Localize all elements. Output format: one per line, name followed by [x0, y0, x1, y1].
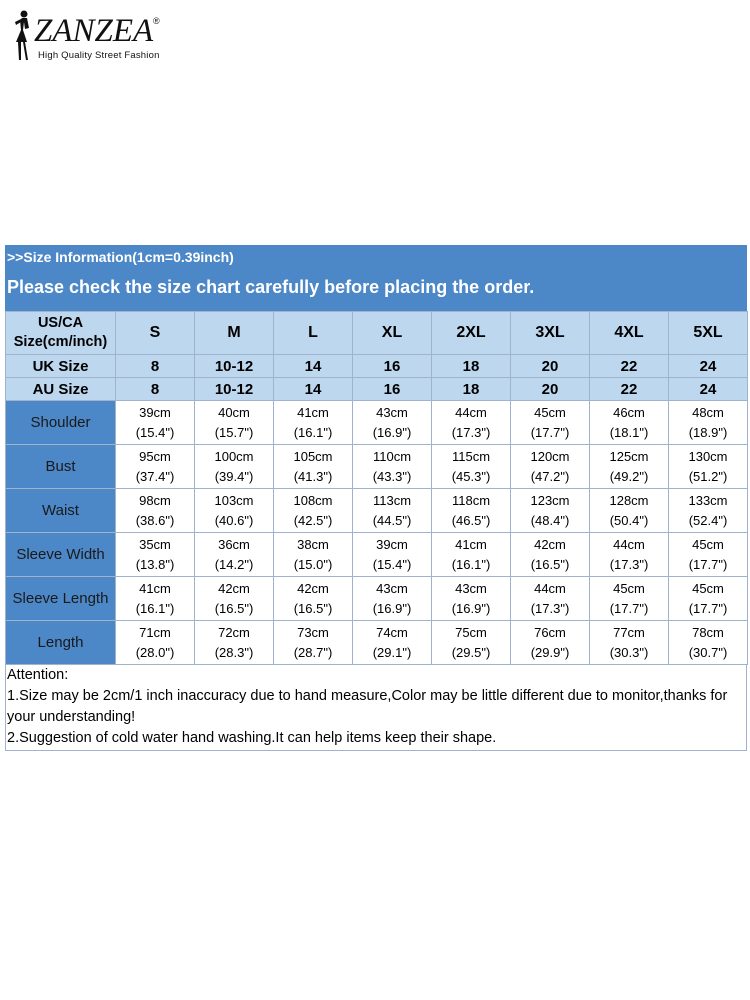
measurement-inch: (17.7") [688, 600, 728, 616]
measurement-cell [116, 401, 195, 445]
measurement-cm: 77cm [613, 624, 645, 640]
measurement-cell [353, 445, 432, 489]
measurement-cell [116, 577, 195, 621]
measurement-inch: (43.3") [372, 468, 412, 484]
uk-size-cell: 8 [116, 355, 195, 378]
measurement-cm: 115cm [451, 448, 491, 464]
measurement-cm: 48cm [692, 404, 724, 420]
size-header-cell: S [116, 312, 195, 355]
measurement-cm: 44cm [613, 536, 645, 552]
au-size-cell: 10-12 [195, 378, 274, 401]
size-notice: Please check the size chart carefully before placing the order. [7, 277, 535, 297]
measurement-cell [195, 621, 274, 665]
measurement-cell [195, 445, 274, 489]
measurement-inch: (17.7") [688, 556, 728, 572]
measurement-inch: (16.5") [530, 556, 570, 572]
measurement-inch: (49.2") [609, 468, 649, 484]
measurement-cm: 39cm [139, 404, 171, 420]
measurement-row [6, 533, 748, 577]
us-ca-label-line2: Size(cm/inch) [13, 334, 108, 350]
measurement-inch: (30.3") [609, 644, 649, 660]
measurement-cell [511, 489, 590, 533]
measurement-inch: (41.3") [293, 468, 333, 484]
measurement-inch: (51.2") [688, 468, 728, 484]
uk-size-cell: 10-12 [195, 355, 274, 378]
registered-mark: ® [153, 16, 160, 26]
measurement-cm: 125cm [609, 448, 649, 464]
measurement-cm: 105cm [293, 448, 333, 464]
measurement-cm: 73cm [297, 624, 329, 640]
measurement-cell [274, 445, 353, 489]
measurement-cm: 120cm [530, 448, 570, 464]
uk-size-cell: 18 [432, 355, 511, 378]
size-header-cell: 5XL [669, 312, 748, 355]
measurement-cm: 103cm [214, 492, 254, 508]
measurement-cell [511, 577, 590, 621]
measurement-inch: (15.4") [135, 424, 175, 440]
measurement-cell [590, 621, 669, 665]
measurement-inch: (16.9") [372, 600, 412, 616]
measurement-cm: 130cm [688, 448, 728, 464]
measurement-cm: 133cm [688, 492, 728, 508]
measurement-cell [195, 577, 274, 621]
measurement-cell [669, 401, 748, 445]
measurement-cell [116, 621, 195, 665]
measurement-inch: (16.1") [451, 556, 491, 572]
measurement-inch: (38.6") [135, 512, 175, 528]
fashion-figure-icon [10, 8, 34, 64]
measurement-cell [432, 445, 511, 489]
measurement-cm: 43cm [376, 404, 408, 420]
measurement-row [6, 577, 748, 621]
uk-size-cell: 22 [590, 355, 669, 378]
measurement-cell [353, 621, 432, 665]
measurement-inch: (17.3") [530, 600, 570, 616]
measurement-cell [432, 533, 511, 577]
measurement-row [6, 401, 748, 445]
measurement-cell [274, 577, 353, 621]
measurement-inch: (13.8") [135, 556, 175, 572]
measurement-cm: 39cm [376, 536, 408, 552]
measurement-cm: 128cm [609, 492, 649, 508]
measurement-cell [432, 621, 511, 665]
measurement-cell [353, 489, 432, 533]
measurement-cm: 76cm [534, 624, 566, 640]
measurement-inch: (48.4") [530, 512, 570, 528]
size-header-cell: L [274, 312, 353, 355]
us-size-row [6, 312, 748, 355]
measurement-cm: 45cm [692, 580, 724, 596]
measurement-label: Length [6, 621, 116, 665]
uk-size-cell: 24 [669, 355, 748, 378]
measurement-cell [669, 489, 748, 533]
measurement-inch: (17.3") [609, 556, 649, 572]
measurement-cell [590, 577, 669, 621]
measurement-cm: 45cm [692, 536, 724, 552]
measurement-label: Waist [6, 489, 116, 533]
measurement-inch: (45.3") [451, 468, 491, 484]
measurement-row [6, 489, 748, 533]
measurement-cell [116, 533, 195, 577]
measurement-inch: (39.4") [214, 468, 254, 484]
measurement-inch: (44.5") [372, 512, 412, 528]
measurement-cm: 75cm [455, 624, 487, 640]
measurement-cell [511, 621, 590, 665]
measurement-cm: 44cm [455, 404, 487, 420]
measurement-cell [590, 401, 669, 445]
measurement-inch: (15.0") [293, 556, 333, 572]
au-size-cell: 8 [116, 378, 195, 401]
measurement-cm: 43cm [376, 580, 408, 596]
measurement-cell [432, 489, 511, 533]
au-size-cell: 16 [353, 378, 432, 401]
size-header-cell: XL [353, 312, 432, 355]
au-size-row [6, 378, 748, 401]
measurement-inch: (29.9") [530, 644, 570, 660]
measurement-inch: (29.1") [372, 644, 412, 660]
measurement-cell [669, 577, 748, 621]
measurement-cell [669, 621, 748, 665]
measurement-cm: 78cm [692, 624, 724, 640]
measurement-cm: 108cm [293, 492, 333, 508]
measurement-cm: 98cm [139, 492, 171, 508]
size-table [5, 311, 748, 665]
size-chart-banner [5, 245, 747, 311]
measurement-cm: 44cm [534, 580, 566, 596]
measurement-cell [195, 489, 274, 533]
us-ca-label [6, 312, 116, 355]
measurement-cell [669, 533, 748, 577]
measurement-cell [511, 401, 590, 445]
measurement-cell [511, 533, 590, 577]
measurement-cm: 41cm [455, 536, 487, 552]
measurement-inch: (17.7") [530, 424, 570, 440]
measurement-cm: 45cm [613, 580, 645, 596]
measurement-cell [353, 401, 432, 445]
attention-note-1: 1.Size may be 2cm/1 inch inaccuracy due to hand measure,Color may be little different due to monitor,thanks for your understanding! [7, 688, 728, 725]
attention-note-2: 2.Suggestion of cold water hand washing.It can help items keep their shape. [7, 730, 497, 746]
attention-title: Attention: [7, 667, 69, 683]
measurement-cell [274, 401, 353, 445]
measurement-cell [590, 533, 669, 577]
measurement-inch: (18.1") [609, 424, 649, 440]
measurement-cell [116, 445, 195, 489]
measurement-label: Shoulder [6, 401, 116, 445]
measurement-inch: (16.1") [293, 424, 333, 440]
size-header-cell: 4XL [590, 312, 669, 355]
measurement-inch: (28.3") [214, 644, 254, 660]
measurement-cell [432, 577, 511, 621]
us-ca-label-line1: US/CA [37, 315, 84, 331]
measurement-inch: (50.4") [609, 512, 649, 528]
measurement-row [6, 445, 748, 489]
size-header-cell: 2XL [432, 312, 511, 355]
uk-size-cell: 16 [353, 355, 432, 378]
measurement-cm: 41cm [139, 580, 171, 596]
measurement-inch: (42.5") [293, 512, 333, 528]
measurement-cm: 110cm [372, 448, 412, 464]
measurement-cm: 42cm [297, 580, 329, 596]
measurement-inch: (52.4") [688, 512, 728, 528]
measurement-cell [590, 489, 669, 533]
au-size-cell: 24 [669, 378, 748, 401]
uk-size-label: UK Size [6, 355, 116, 378]
size-header-cell: M [195, 312, 274, 355]
measurement-cm: 118cm [451, 492, 491, 508]
measurement-cell [274, 533, 353, 577]
measurement-cell [195, 533, 274, 577]
measurement-cell [274, 489, 353, 533]
au-size-cell: 18 [432, 378, 511, 401]
measurement-cell [590, 445, 669, 489]
attention-notes [5, 665, 747, 751]
measurement-row [6, 621, 748, 665]
measurement-cell [116, 489, 195, 533]
au-size-cell: 20 [511, 378, 590, 401]
uk-size-cell: 14 [274, 355, 353, 378]
measurement-inch: (29.5") [451, 644, 491, 660]
measurement-inch: (18.9") [688, 424, 728, 440]
measurement-inch: (17.7") [609, 600, 649, 616]
uk-size-cell: 20 [511, 355, 590, 378]
measurement-inch: (16.9") [451, 600, 491, 616]
measurement-cm: 113cm [372, 492, 412, 508]
measurement-inch: (16.5") [214, 600, 254, 616]
measurement-inch: (46.5") [451, 512, 491, 528]
measurement-inch: (37.4") [135, 468, 175, 484]
measurement-cm: 72cm [218, 624, 250, 640]
measurement-inch: (16.5") [293, 600, 333, 616]
measurement-cm: 42cm [218, 580, 250, 596]
measurement-cm: 123cm [530, 492, 570, 508]
measurement-cm: 40cm [218, 404, 250, 420]
measurement-inch: (30.7") [688, 644, 728, 660]
measurement-cell [195, 401, 274, 445]
measurement-inch: (15.7") [214, 424, 254, 440]
brand-logo [4, 8, 174, 64]
measurement-cell [353, 577, 432, 621]
au-size-cell: 14 [274, 378, 353, 401]
brand-name: ZANZEA [34, 13, 154, 49]
measurement-cm: 38cm [297, 536, 329, 552]
measurement-inch: (40.6") [214, 512, 254, 528]
au-size-label: AU Size [6, 378, 116, 401]
measurement-cm: 43cm [455, 580, 487, 596]
measurement-cm: 36cm [218, 536, 250, 552]
measurement-cell [511, 445, 590, 489]
measurement-cm: 41cm [297, 404, 329, 420]
measurement-cell [432, 401, 511, 445]
size-info-line: >>Size Information(1cm=0.39inch) [7, 249, 234, 265]
measurement-inch: (16.9") [372, 424, 412, 440]
measurement-cm: 35cm [139, 536, 171, 552]
size-chart [5, 245, 747, 751]
measurement-cm: 45cm [534, 404, 566, 420]
measurement-cm: 100cm [214, 448, 254, 464]
measurement-label: Bust [6, 445, 116, 489]
measurement-cell [669, 445, 748, 489]
measurement-inch: (15.4") [372, 556, 412, 572]
uk-size-row [6, 355, 748, 378]
measurement-label: Sleeve Width [6, 533, 116, 577]
measurement-inch: (47.2") [530, 468, 570, 484]
measurement-cell [274, 621, 353, 665]
measurement-inch: (16.1") [135, 600, 175, 616]
size-header-cell: 3XL [511, 312, 590, 355]
measurement-cm: 95cm [139, 448, 171, 464]
measurement-cm: 42cm [534, 536, 566, 552]
measurement-cm: 74cm [376, 624, 408, 640]
measurement-inch: (28.7") [293, 644, 333, 660]
measurement-cm: 46cm [613, 404, 645, 420]
measurement-label: Sleeve Length [6, 577, 116, 621]
measurement-inch: (28.0") [135, 644, 175, 660]
brand-tagline: High Quality Street Fashion [38, 50, 160, 61]
measurement-inch: (14.2") [214, 556, 254, 572]
measurement-inch: (17.3") [451, 424, 491, 440]
au-size-cell: 22 [590, 378, 669, 401]
measurement-cell [353, 533, 432, 577]
measurement-cm: 71cm [139, 624, 171, 640]
